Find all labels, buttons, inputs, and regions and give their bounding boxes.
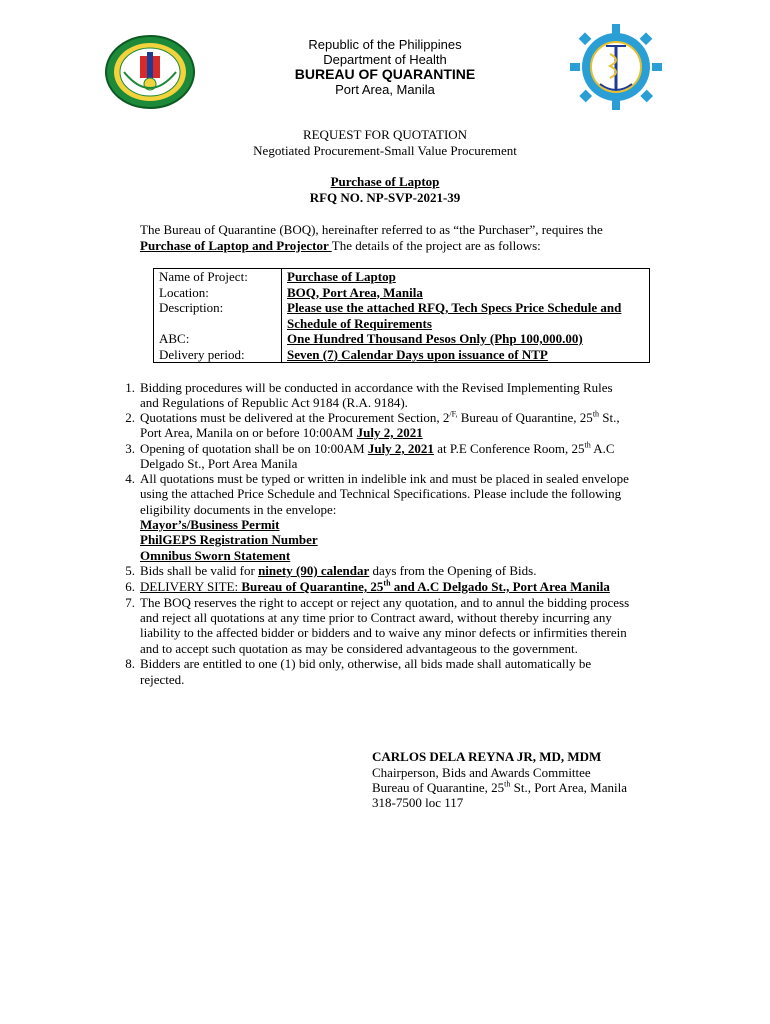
delivery-deadline: July 2, 2021 xyxy=(356,425,423,440)
item-4-line-3: eligibility documents in the envelope: xyxy=(140,502,337,517)
intro-project-name: Purchase of Laptop and Projector xyxy=(140,238,332,253)
item-5-line-1: Bids shall be valid for ninety (90) calendar days from the Opening of Bids. xyxy=(140,563,537,578)
signatory-address: Bureau of Quarantine, 25th St., Port Area, Manila xyxy=(372,779,627,795)
header-address: Port Area, Manila xyxy=(335,82,435,97)
doc-philgeps: PhilGEPS Registration Number xyxy=(140,532,318,547)
doc-omnibus: Omnibus Sworn Statement xyxy=(140,548,291,563)
boq-seal-logo xyxy=(570,24,662,110)
item-1-line-2: and Regulations of Republic Act 9184 (R.A. 9184). xyxy=(140,395,408,410)
description-label: Description: xyxy=(159,300,224,315)
agency-header xyxy=(270,37,500,97)
item-4-line-1: All quotations must be typed or written in indelible ink and must be placed in sealed envelope xyxy=(140,471,629,486)
delivery-label: Delivery period: xyxy=(159,346,245,362)
item-number: 2. xyxy=(125,410,135,425)
item-7-line-4: and to accept such quotation as may be considered advantageous to the government. xyxy=(140,641,578,656)
opening-date: July 2, 2021 xyxy=(367,441,434,456)
item-8-line-1: Bidders are entitled to one (1) bid only, otherwise, all bids made shall automatically be xyxy=(140,656,592,671)
rfq-heading: REQUEST FOR QUOTATION xyxy=(302,127,468,142)
item-6-line-1: DELIVERY SITE: Bureau of Quarantine, 25th and A.C Delgado St., Port Area Manila xyxy=(140,578,610,594)
abc-value: One Hundred Thousand Pesos Only (Php 100,000.00) xyxy=(287,331,583,346)
item-1-line-1: Bidding procedures will be conducted in accordance with the Revised Implementing Rules xyxy=(140,380,613,395)
name-label: Name of Project: xyxy=(159,269,248,284)
description-value-1: Please use the attached RFQ, Tech Specs Price Schedule and xyxy=(287,300,622,315)
item-2-line-2: Port Area, Manila on or before 10:00AM July 2, 2021 xyxy=(140,425,423,440)
doc-mayors-permit: Mayor’s/Business Permit xyxy=(140,517,280,532)
signatory-position: Chairperson, Bids and Awards Committee xyxy=(372,765,591,780)
name-value: Purchase of Laptop xyxy=(287,269,396,284)
item-number: 3. xyxy=(125,441,135,456)
rfq-subheading: Negotiated Procurement-Small Value Procurement xyxy=(253,143,517,158)
delivery-site: Bureau of Quarantine, 25th and A.C Delgado St., Port Area Manila xyxy=(238,578,610,594)
item-number: 8. xyxy=(125,656,135,671)
item-8-line-2: rejected. xyxy=(140,672,185,687)
rfq-project-title: Purchase of Laptop xyxy=(330,174,440,189)
signatory-phone: 318-7500 loc 117 xyxy=(372,795,464,810)
item-7-line-3: liability to the affected bidder or bidders and to waive any minor defects or infirmities therein xyxy=(140,625,627,640)
delivery-value: Seven (7) Calendar Days upon issuance of NTP xyxy=(287,346,548,362)
item-number: 4. xyxy=(125,471,135,486)
item-number: 1. xyxy=(125,380,135,395)
location-value: BOQ, Port Area, Manila xyxy=(287,284,423,300)
item-3-line-1: Opening of quotation shall be on 10:00AM July 2, 2021 at P.E Conference Room, 25th A.C xyxy=(140,440,615,456)
item-2-line-1: Quotations must be delivered at the Procurement Section, $2^{/F,}$ Bureau of Quarantine, 25th St., xyxy=(140,409,620,425)
item-number: 5. xyxy=(125,563,135,578)
header-republic: Republic of the Philippines xyxy=(308,37,462,52)
signatory-name: CARLOS DELA REYNA JR, MD, MDM xyxy=(372,749,602,764)
project-details-table xyxy=(153,268,650,363)
validity-period: ninety (90) calendar xyxy=(258,563,370,578)
abc-label: ABC: xyxy=(159,331,190,346)
intro-line-2 xyxy=(140,238,541,253)
item-7-line-2: and reject all quotations at any time prior to Contract award, without thereby incurring any xyxy=(140,610,612,625)
location-label: Location: xyxy=(159,284,209,300)
description-value-2: Schedule of Requirements xyxy=(287,315,432,331)
header-bureau: BUREAU OF QUARANTINE xyxy=(294,66,476,82)
doh-seal-logo xyxy=(104,34,196,110)
intro-line-2-rest: The details of the project are as follows: xyxy=(331,238,541,253)
item-number: 7. xyxy=(125,595,135,610)
item-number: 6. xyxy=(125,579,135,594)
item-3-line-2: Delgado St., Port Area Manila xyxy=(140,456,298,471)
rfq-number: RFQ NO. NP-SVP-2021-39 xyxy=(309,190,461,205)
item-4-line-2: using the attached Price Schedule and Technical Specifications. Please include the following xyxy=(140,486,622,501)
item-7-line-1: The BOQ reserves the right to accept or reject any quotation, and to annul the bidding process xyxy=(140,595,630,610)
intro-line-1: The Bureau of Quarantine (BOQ), hereinafter referred to as “the Purchaser”, requires the xyxy=(140,222,603,237)
header-department: Department of Health xyxy=(323,52,447,67)
